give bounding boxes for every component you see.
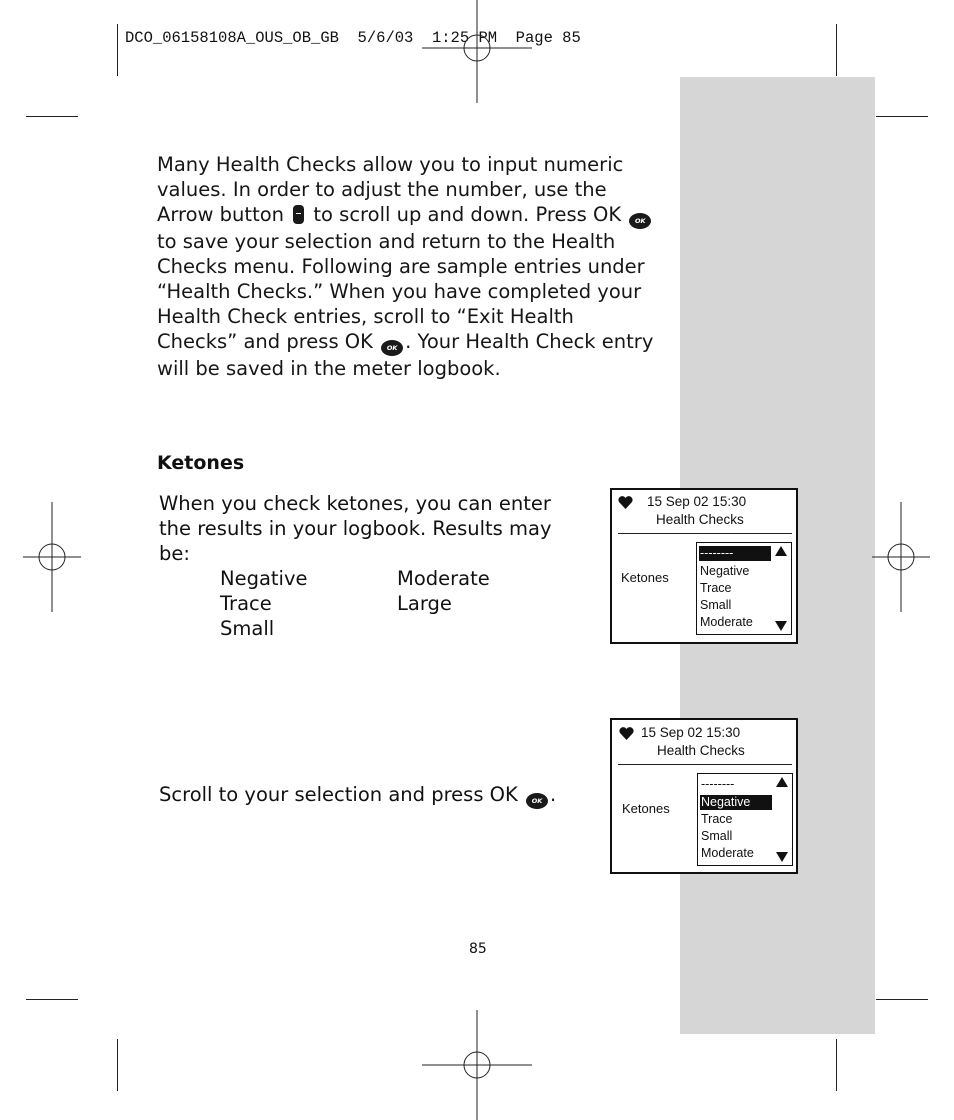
scroll-instruction — [159, 782, 556, 809]
scroll-up-arrow-icon[interactable] — [775, 546, 787, 556]
result-item: Trace — [220, 592, 272, 615]
intro-paragraph — [157, 152, 657, 381]
option-moderate[interactable]: Moderate — [700, 615, 753, 629]
scroll-down-arrow-icon[interactable] — [776, 852, 788, 862]
result-item: Large — [397, 592, 452, 615]
option-negative[interactable]: Negative — [700, 564, 750, 578]
page-number: 85 — [469, 941, 487, 957]
print-slug-header: DCO_06158108A_OUS_OB_GB 5/6/03 1:25 PM Page 85 — [125, 29, 581, 47]
intro-text-3: to save your selection and return to the Health Checks menu. Following are sample entries under “Health Checks.” When you have completed your Health Check entries, scroll to “Exit Health Checks” and press OK — [157, 230, 645, 353]
arrow-button-icon — [293, 205, 304, 224]
screen-datetime: 15 Sep 02 15:30 — [641, 725, 741, 740]
crop-mark — [876, 999, 928, 1000]
scroll-down-arrow-icon[interactable] — [775, 621, 787, 631]
option-trace[interactable]: Trace — [701, 812, 733, 826]
heart-icon — [618, 496, 633, 509]
intro-text-2: to scroll up and down. Press OK — [313, 203, 622, 226]
result-item: Small — [220, 617, 275, 640]
result-item: Moderate — [397, 567, 490, 590]
options-list[interactable] — [697, 773, 793, 866]
options-list[interactable] — [696, 542, 792, 635]
crop-mark — [117, 24, 118, 76]
option-negative[interactable]: Negative — [700, 795, 772, 810]
screen-title: Health Checks — [656, 512, 744, 527]
crop-mark — [836, 24, 837, 76]
ok-button-icon: OK — [629, 213, 651, 229]
ketones-paragraph: When you check ketones, you can enter the results in your logbook. Results may be: — [159, 492, 552, 565]
registration-mark-icon — [846, 502, 954, 612]
result-item: Negative — [220, 567, 308, 590]
option-dashes[interactable]: -------- — [701, 777, 735, 791]
scroll-instruction-end: . — [550, 783, 557, 806]
crop-mark — [876, 116, 928, 117]
intro-text-1: Many Health Checks allow you to input numeric values. In order to adjust the number, use the Arrow button — [157, 153, 624, 226]
crop-mark — [26, 116, 78, 117]
section-heading: Ketones — [157, 452, 245, 474]
scroll-instruction-text: Scroll to your selection and press OK — [159, 783, 518, 806]
heart-icon — [619, 727, 634, 740]
option-moderate[interactable]: Moderate — [701, 846, 754, 860]
screen-field-label: Ketones — [622, 801, 670, 816]
meter-screen-2 — [610, 718, 798, 874]
screen-divider — [618, 764, 792, 765]
option-dashes[interactable]: -------- — [699, 546, 771, 561]
intro-text-4: . Your Health Check entry will be saved in the meter logbook. — [157, 330, 654, 380]
ok-button-icon: OK — [381, 340, 403, 356]
option-small[interactable]: Small — [700, 598, 732, 612]
option-trace[interactable]: Trace — [700, 581, 732, 595]
registration-mark-icon — [0, 502, 107, 612]
meter-screen-1 — [610, 488, 798, 644]
screen-title: Health Checks — [657, 743, 745, 758]
registration-mark-icon — [422, 1010, 532, 1120]
ok-button-icon: OK — [526, 793, 548, 809]
crop-mark — [117, 1039, 118, 1091]
screen-divider — [618, 533, 792, 534]
crop-mark — [26, 999, 78, 1000]
screen-field-label: Ketones — [621, 570, 669, 585]
crop-mark — [836, 1039, 837, 1091]
screen-datetime: 15 Sep 02 15:30 — [647, 494, 747, 509]
registration-mark-icon — [422, 0, 532, 103]
scroll-up-arrow-icon[interactable] — [776, 777, 788, 787]
option-small[interactable]: Small — [701, 829, 733, 843]
